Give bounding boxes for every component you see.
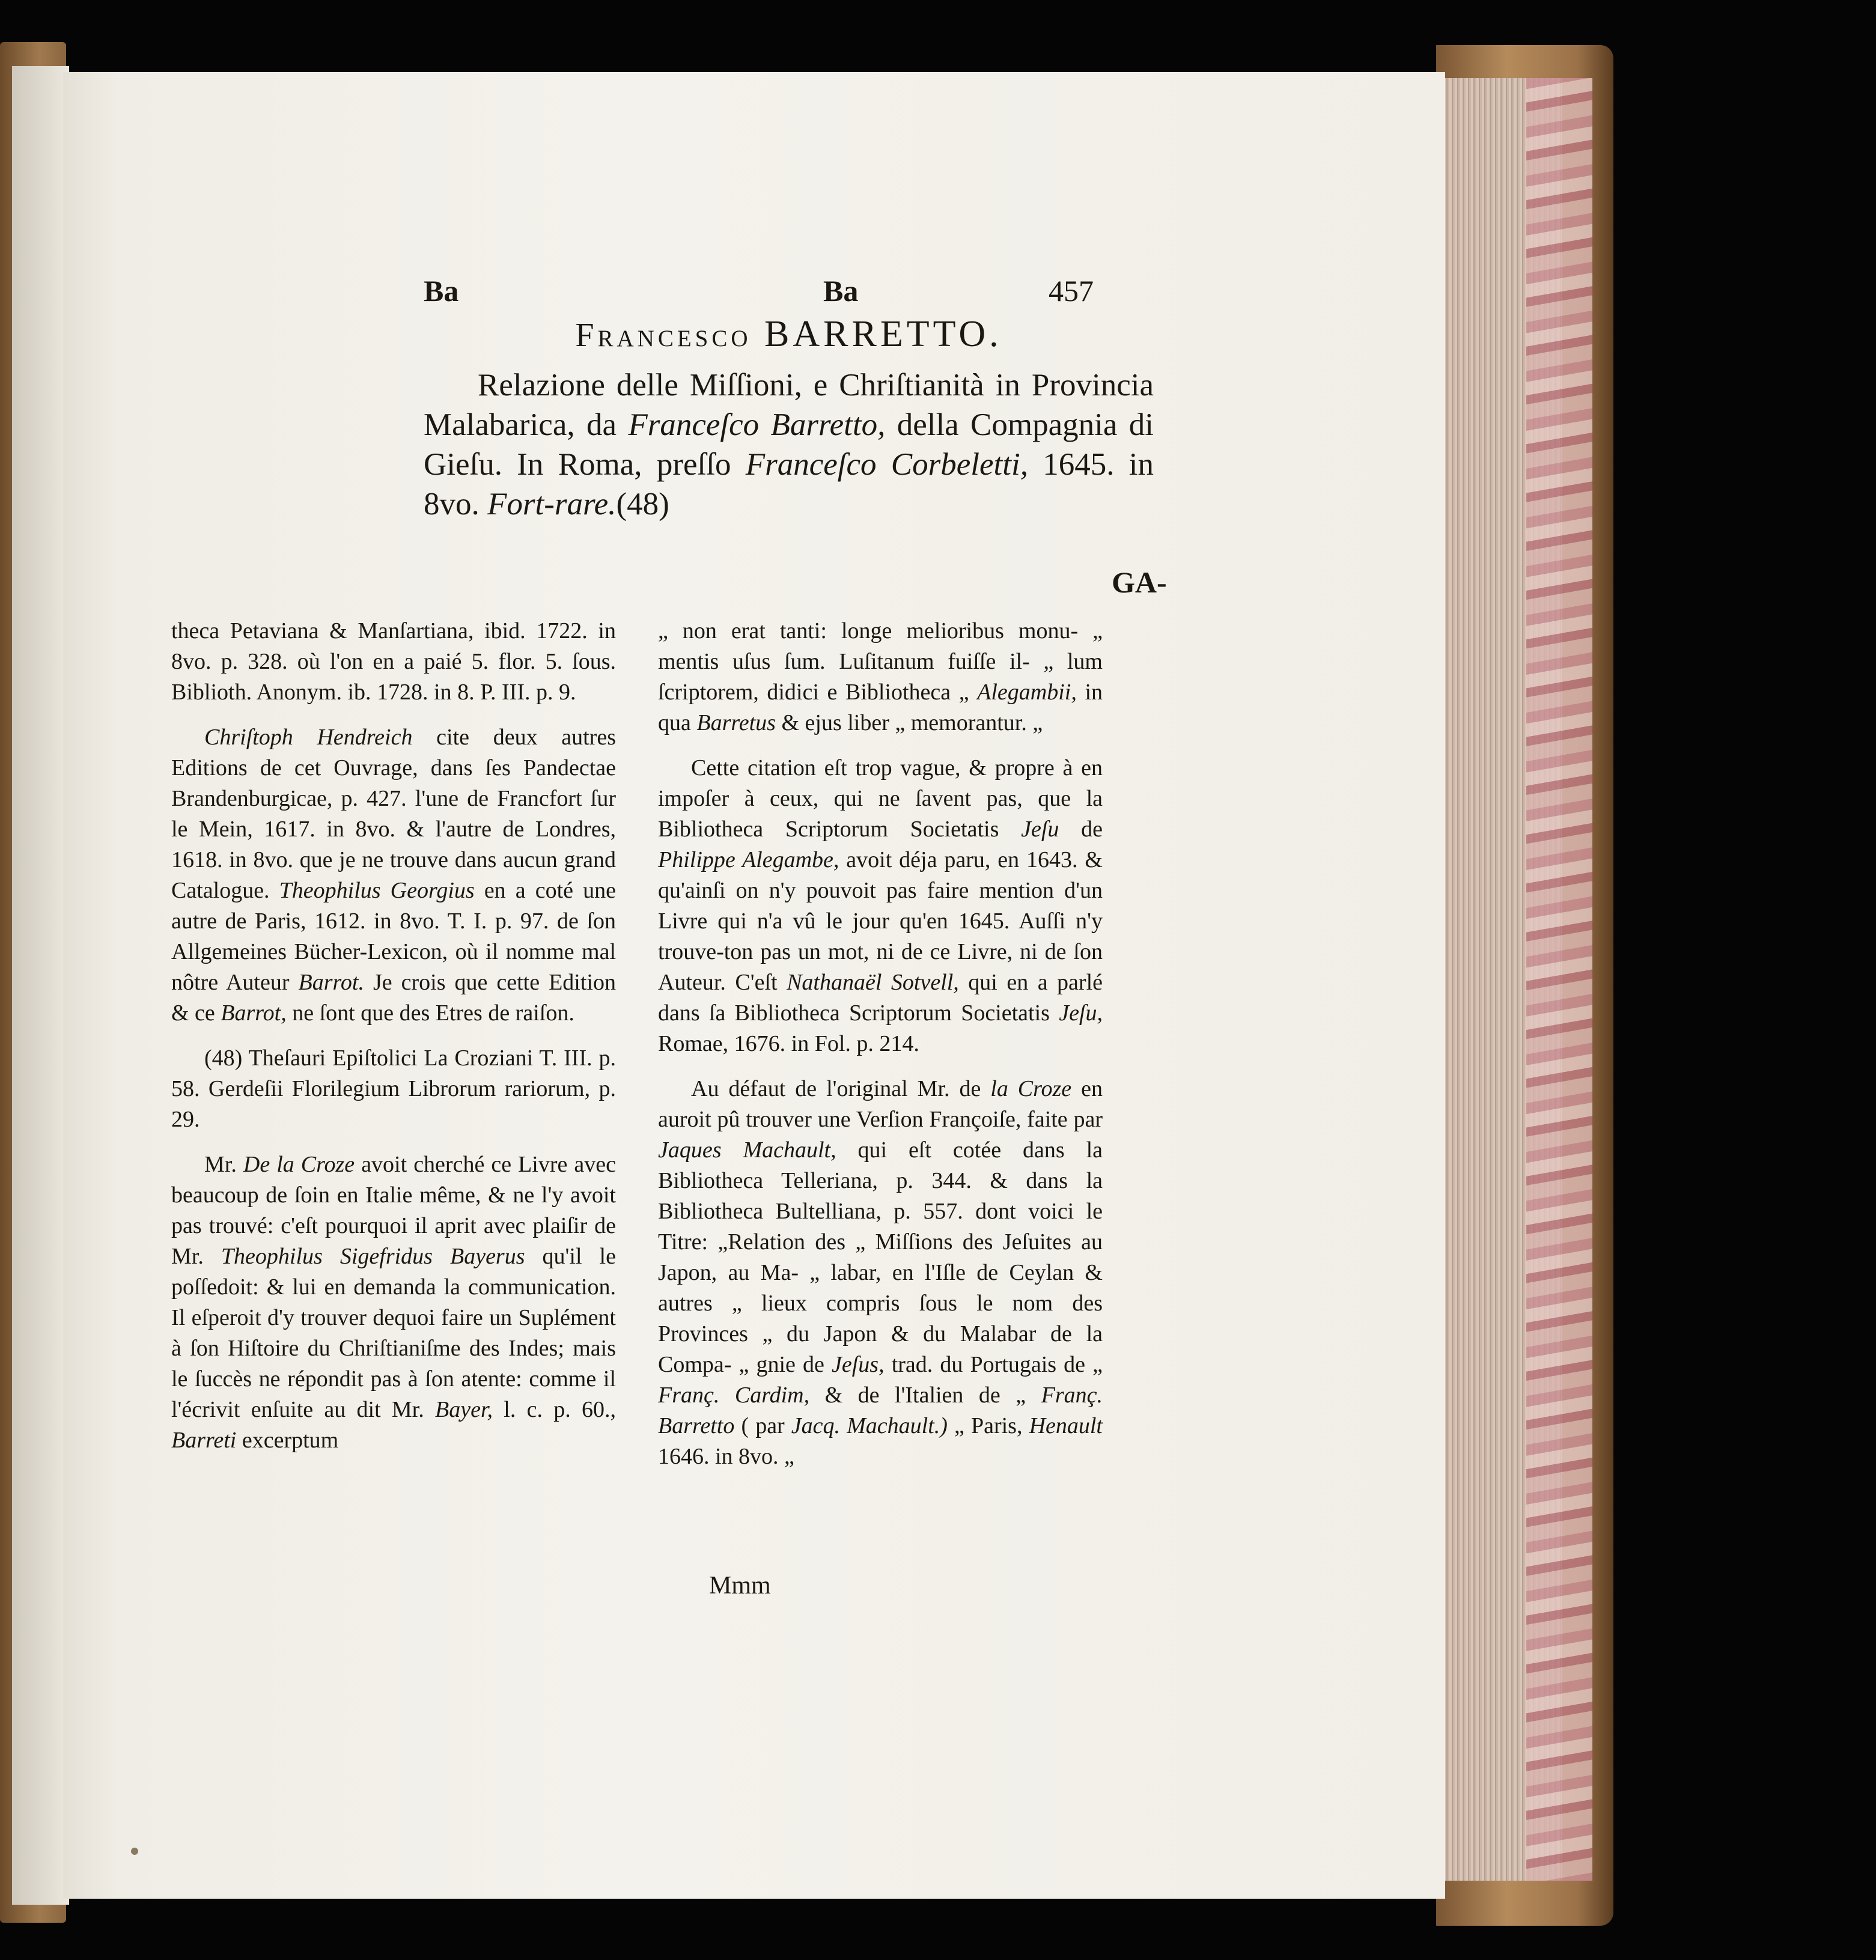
left-column (171, 616, 616, 1470)
right-paragraph (658, 753, 1103, 1059)
left-seg: De la Croze (243, 1152, 355, 1177)
left-seg: Barreti (171, 1428, 237, 1453)
catchword: GA- (1112, 565, 1167, 599)
left-seg: l. c. p. 60., (493, 1397, 616, 1422)
left-seg: en a coté une autre de Paris, 1612. in 8vo. T. I. p. 97. de ſon Allgemeines Bücher-Lexicon, où il nomme mal nôtre Auteur (171, 878, 617, 995)
entry-author: Franceſco Barretto, (628, 407, 886, 442)
left-seg: cite deux autres Editions de cet Ouvrage, dans ſes Pandectae Brandenburgicae, p. 427. l'une de Francfort ſur le Mein, 1617. in 8vo. & l'autre de Londres, 1618. in 8vo. que je ne trouve dans aucun grand Catalogue. (171, 725, 616, 903)
left-seg: ne ſont que des Etres de raiſon. (286, 1000, 574, 1026)
right-seg: Nathanaël Sotvell, (787, 970, 959, 995)
left-seg: Theophilus Sigefridus Bayerus (221, 1244, 525, 1269)
right-seg: & de l'Italien de „ (809, 1383, 1041, 1408)
right-seg: & ejus liber „ memorantur. „ (775, 710, 1043, 735)
left-seg: Je crois que cette Edition & ce (171, 970, 616, 1026)
right-seg: in qua (658, 680, 1103, 735)
right-seg: Jeſu (1021, 817, 1059, 842)
bibliographic-entry (424, 312, 1154, 524)
signature-mark: Mmm (709, 1572, 771, 1599)
header-middle: Ba (823, 274, 859, 308)
entry-heading-first: Francesco (575, 317, 752, 354)
left-seg: Bayer, (435, 1397, 493, 1422)
right-seg: en auroit pû trouver une Verſion Françoiſe, faite par (658, 1076, 1103, 1132)
right-seg: Franç. Cardim, (658, 1383, 810, 1408)
right-seg: Jeſus, (832, 1352, 885, 1377)
page-number: 457 (1049, 274, 1094, 308)
right-seg: Romae, 1676. in Fol. p. 214. (658, 1031, 919, 1056)
left-seg: qu'il le poſſedoit: & lui en demanda la communication. Il eſperoit d'y trouver dequoi faire un Suplément à ſon Hiſtoire du Chriſtianiſme des Indes; mais le ſuccès ne répondit pas à ſon atente: comme il l'écrivit enſuite au dit Mr. (171, 1244, 616, 1422)
entry-heading (424, 312, 1154, 357)
left-paragraph (171, 1149, 616, 1456)
entry-printer: Franceſco Corbeletti, (745, 447, 1028, 482)
right-seg: Alegambii, (977, 680, 1077, 705)
right-seg: Philippe Alegambe, (658, 847, 839, 872)
right-seg: la Croze (990, 1076, 1072, 1101)
table-dot (131, 1848, 138, 1855)
right-seg: qui eſt cotée dans la Bibliotheca Telleriana, p. 344. & dans la Bibliotheca Bultelliana, p. 557. dont voici le Titre: „Relation des „ Miſſions des Jeſuites au Japon, au Ma- „ labar, en l'Iſle de Ceylan & autres „ lieux compris ſous le nom des Provinces „ du Japon & du Malabar de la Compa- „ gnie de (658, 1137, 1103, 1377)
right-seg: Barretus (696, 710, 776, 735)
right-quote (658, 616, 1103, 738)
right-column (658, 616, 1103, 1487)
left-seg: Barrot. (298, 970, 364, 995)
left-paragraph (171, 722, 616, 1029)
left-seg: Mr. (204, 1152, 243, 1177)
left-seg: avoit cherché ce Livre avec beaucoup de ſoin en Italie même, & ne l'y avoit pas trouvé: c'eſt pourquoi il aprit avec plaiſir de Mr. (171, 1152, 616, 1269)
entry-footnote-ref: (48) (616, 487, 669, 522)
right-seg: „ Paris, (947, 1413, 1029, 1438)
right-paragraph (658, 1074, 1103, 1472)
right-seg: qui en a parlé dans ſa Bibliotheca Scriptorum Societatis (658, 970, 1103, 1026)
left-seg: Chriſtoph Hendreich (204, 725, 413, 750)
right-seg: Jacq. Machault.) (791, 1413, 948, 1438)
footnote-48: (48) Theſauri Epiſtolici La Croziani T. III. p. 58. Gerdeſii Florilegium Librorum rariorum, p. 29. (171, 1045, 616, 1132)
entry-seg: della Compagnia di Gieſu. In Roma, preſſo (424, 407, 1154, 482)
entry-citation (424, 365, 1154, 524)
right-seg: Franç. Barretto (658, 1383, 1103, 1438)
right-seg: Cette citation eſt trop vague, & propre à en impoſer à ceux, qui ne ſavent pas, que la Bibliotheca Scriptorum Societatis (658, 755, 1103, 842)
book-page (63, 72, 1445, 1899)
right-seg: Jaques Machault, (658, 1137, 836, 1163)
right-seg: Au défaut de l'original Mr. de (691, 1076, 991, 1101)
right-seg: trad. du Portugais de „ (884, 1352, 1103, 1377)
left-seg: excerptum (236, 1428, 339, 1453)
right-seg: avoit déja paru, en 1643. & qu'ainſi on n'y pouvoit pas faire mention d'un Livre qui n'a vû le jour qu'en 1645. Auſſi n'y trouve-ton pas un mot, ni de ce Livre, ni de ſon Auteur. C'eſt (658, 847, 1103, 995)
right-seg: Jeſu, (1059, 1000, 1103, 1026)
right-seg: de (1059, 817, 1103, 842)
marbled-edge (1526, 78, 1592, 1881)
right-seg: „ non erat tanti: longe melioribus monu- „ mentis uſus ſum. Luſitanum fuiſſe il- „ lum ſcriptorem, didici e Bibliotheca „ (658, 618, 1103, 705)
right-seg: Henault (1029, 1413, 1103, 1438)
right-seg: 1646. in 8vo. „ (658, 1444, 794, 1469)
header-left: Ba (424, 274, 459, 308)
entry-seg: Relazione delle Miſſioni, e Chriſtianità in Provincia Malabarica, da (424, 368, 1154, 442)
right-seg: ( par (734, 1413, 791, 1438)
left-seg: Barrot, (221, 1000, 287, 1026)
left-seg: Theophilus Georgius (279, 878, 475, 903)
entry-rarity: Fort-rare. (487, 487, 617, 522)
entry-heading-last: BARRETTO. (764, 314, 1002, 355)
entry-seg: 1645. in 8vo. (424, 447, 1154, 522)
left-paragraph: theca Petaviana & Manſartiana, ibid. 1722. in 8vo. p. 328. où l'on en a paié 5. flor. 5. ſous. Biblioth. Anonym. ib. 1728. in 8. P. III. p. 9. (171, 618, 616, 705)
facing-page-edge (12, 66, 69, 1905)
